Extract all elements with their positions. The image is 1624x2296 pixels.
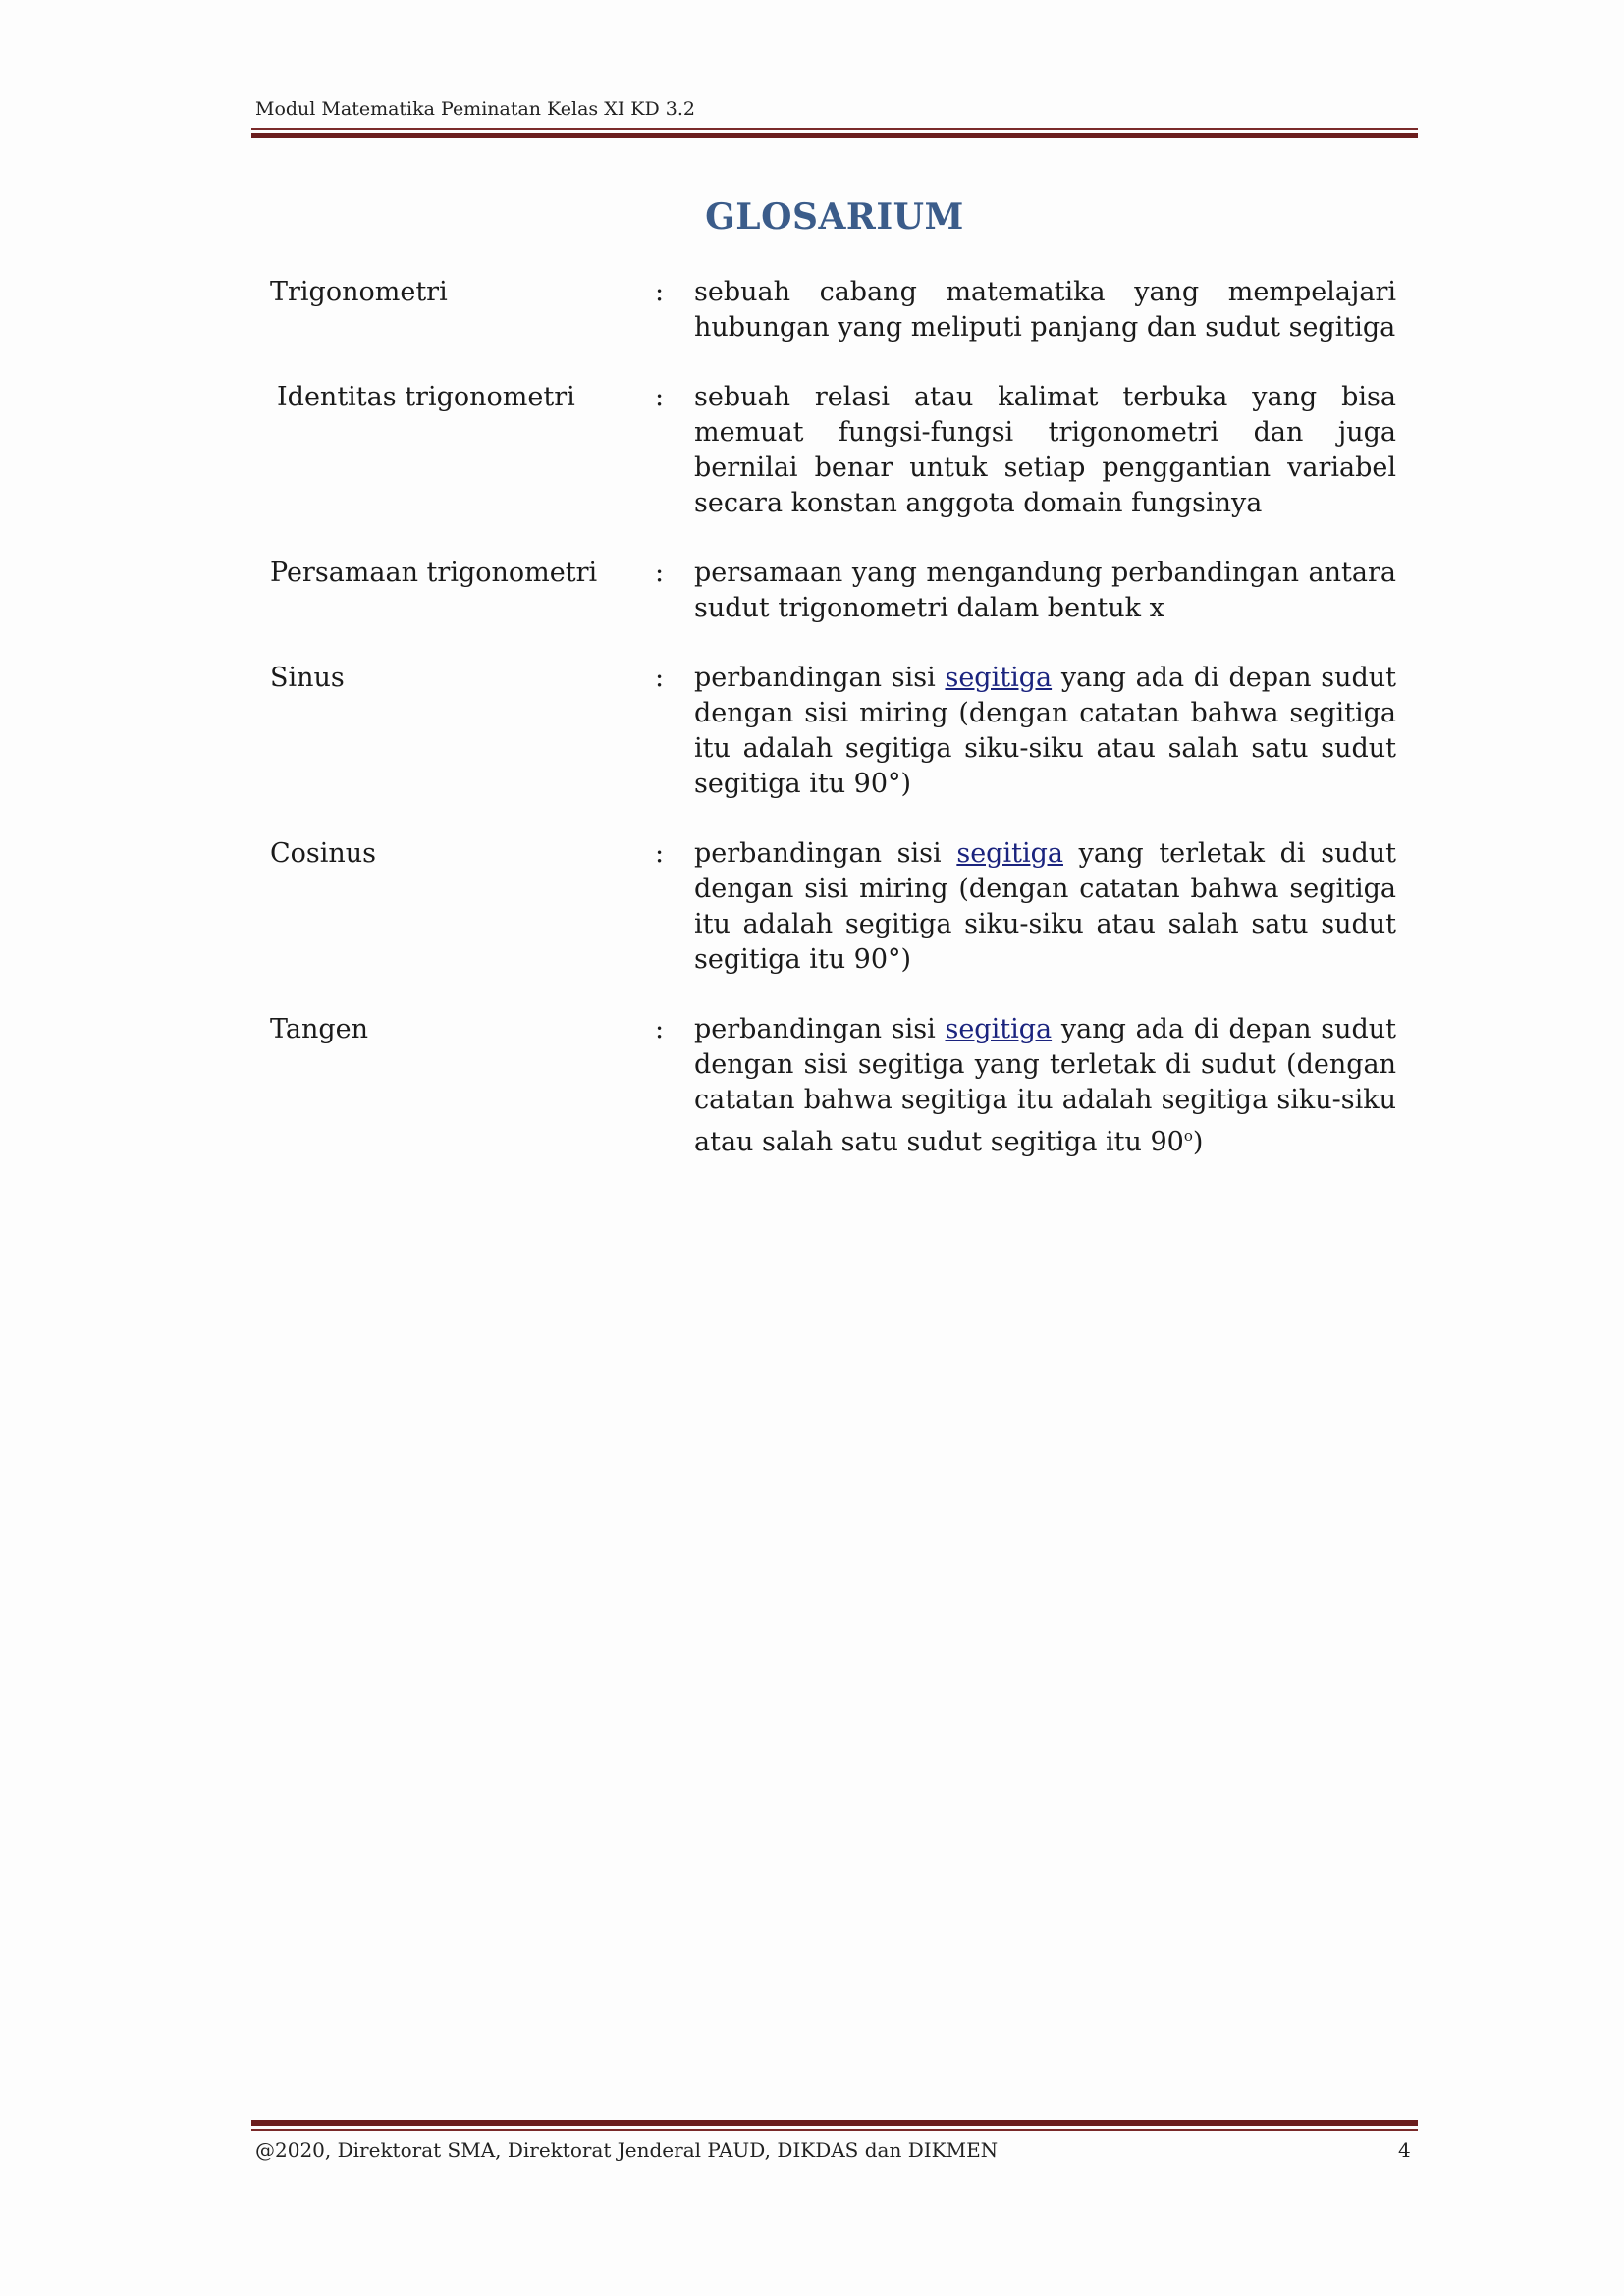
glossary-term: Persamaan trigonometri bbox=[270, 558, 598, 588]
glossary-term: Tangen bbox=[270, 1014, 369, 1044]
footer-copyright: @2020, Direktorat SMA, Direktorat Jenderal PAUD, DIKDAS dan DIKMEN bbox=[255, 2138, 999, 2162]
definition-text: perbandingan sisi bbox=[694, 1014, 946, 1044]
glossary-definition: persamaan yang mengandung perbandingan antara sudut trigonometri dalam bentuk x bbox=[694, 558, 1396, 623]
glossary-colon: : bbox=[655, 382, 665, 412]
glossary-colon: : bbox=[655, 1014, 665, 1044]
glossary-entry-cosinus bbox=[270, 836, 1399, 978]
glossary-definition bbox=[694, 836, 1396, 978]
glossary-colon: : bbox=[655, 663, 665, 693]
glossary-colon: : bbox=[655, 558, 665, 588]
glossary-definition: sebuah cabang matematika yang mempelajari hubungan yang meliputi panjang dan sudut segitiga bbox=[694, 277, 1396, 343]
glossary-definition: sebuah relasi atau kalimat terbuka yang bisa memuat fungsi-fungsi trigonometri dan juga bernilai benar untuk setiap penggantian variabel secara konstan anggota domain fungsinya bbox=[694, 382, 1396, 518]
header-title: Modul Matematika Peminatan Kelas XI KD 3.2 bbox=[255, 98, 695, 120]
glossary-colon: : bbox=[655, 277, 665, 307]
segitiga-link[interactable]: segitiga bbox=[945, 663, 1053, 693]
glossary-term: Trigonometri bbox=[270, 277, 448, 307]
glossary-entry-tangen bbox=[270, 1012, 1399, 1160]
glossary-term: Cosinus bbox=[270, 838, 377, 869]
glossary-colon: : bbox=[655, 838, 665, 869]
degree-superscript: o bbox=[1183, 1127, 1193, 1145]
segitiga-link[interactable]: segitiga bbox=[945, 1014, 1053, 1044]
definition-text: ) bbox=[1192, 1127, 1204, 1157]
definition-text: perbandingan sisi bbox=[694, 838, 957, 869]
definition-text: yang ada di depan sudut dengan sisi segitiga yang terletak di sudut (dengan catatan bahwa segitiga itu adalah segitiga siku-siku atau salah satu sudut segitiga itu 90 bbox=[694, 1014, 1396, 1157]
glossary-entry-trigonometri bbox=[270, 275, 1399, 346]
glossary-definition bbox=[694, 1012, 1396, 1160]
glossary-list bbox=[270, 275, 1399, 1195]
definition-text: yang terletak di sudut dengan sisi miring (dengan catatan bahwa segitiga itu adalah segitiga siku-siku atau salah satu sudut segitiga itu 90°) bbox=[694, 838, 1396, 975]
glossary-definition bbox=[694, 661, 1396, 802]
glossary-term: Identitas trigonometri bbox=[277, 382, 575, 412]
glossary-entry-persamaan-trigonometri bbox=[270, 556, 1399, 626]
segitiga-link[interactable]: segitiga bbox=[956, 838, 1063, 869]
glossary-entry-identitas-trigonometri bbox=[270, 380, 1399, 521]
footer-divider bbox=[251, 2120, 1418, 2131]
glossary-entry-sinus bbox=[270, 661, 1399, 802]
page-title: GLOSARIUM bbox=[705, 196, 964, 238]
definition-text: perbandingan sisi bbox=[694, 663, 946, 693]
glossary-term: Sinus bbox=[270, 663, 345, 693]
header-divider bbox=[251, 128, 1418, 138]
page-number: 4 bbox=[1398, 2138, 1411, 2162]
definition-text: yang ada di depan sudut dengan sisi miring (dengan catatan bahwa segitiga itu adalah segitiga siku-siku atau salah satu sudut segitiga itu 90°) bbox=[694, 663, 1396, 799]
